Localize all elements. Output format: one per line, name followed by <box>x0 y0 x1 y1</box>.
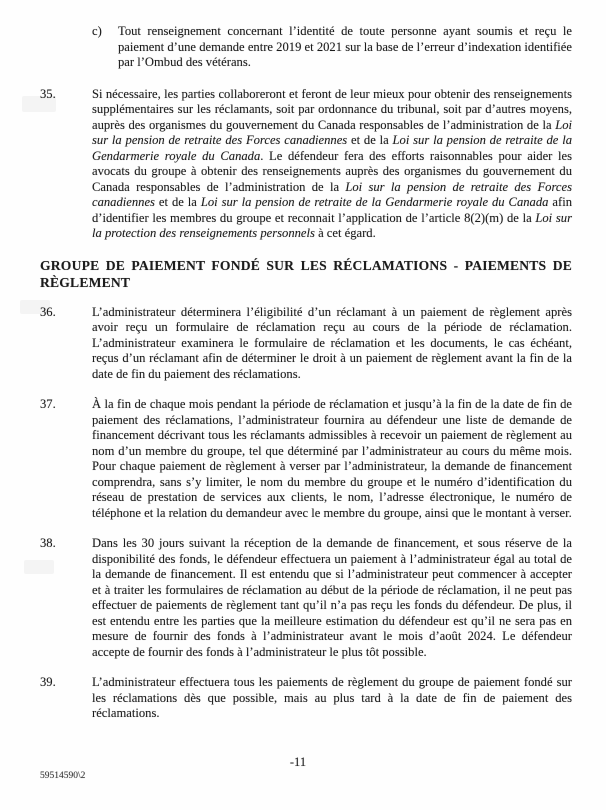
paragraph-37-text: À la fin de chaque mois pendant la période de réclamation et jusqu’à la fin de la date de fin de paiement des réclamations, l’administrateur fournira au défendeur une liste de demande de financement décrivant tous les réclamants admissibles à recevoir un paiement de règlement au nom d’un membre du groupe, tel que déterminé par l’administrateur au cours du même mois. Pour chaque paiement de règlement à verser par l’administrateur, la demande de financement comprendra, sans s’y limiter, le nom du membre du groupe et le numéro d’identification du réseau de prestation de services aux clients, le nom, l’adresse électronique, le numéro de téléphone et la relation du demandeur avec le membre du groupe, ainsi que le montant à verser. <box>92 397 572 520</box>
page-number: -11 <box>289 755 307 769</box>
paragraph-36-number: 36. <box>40 304 56 319</box>
list-item-c-marker: c) <box>92 24 102 38</box>
paragraph-37 <box>40 397 572 521</box>
paragraph-36 <box>40 305 572 383</box>
paragraph-36-text: L’administrateur déterminera l’éligibilité d’un réclamant à un paiement de règlement après avoir reçu un formulaire de réclamation reçu au cours de la période de réclamation. L’administrateur examinera le formulaire de réclamation et les documents, le cas échéant, reçus d’un réclamant afin de déterminer le droit à un paiement de règlement avant la fin de la date de fin du paiement des réclamations. <box>92 304 572 381</box>
paragraph-39 <box>40 675 572 722</box>
paragraph-35 <box>40 87 572 242</box>
paragraph-37-number: 37. <box>40 397 56 411</box>
paragraph-38 <box>40 536 572 660</box>
paragraph-38-number: 38. <box>40 536 56 550</box>
document-number: 59514590\2 <box>40 771 86 781</box>
list-item-c <box>92 24 572 71</box>
paragraph-35-number: 35. <box>40 86 56 101</box>
paragraph-39-number: 39. <box>40 675 56 689</box>
list-item-c-text: Tout renseignement concernant l’identité de toute personne ayant soumis et reçu le paiement d’une demande entre 2019 et 2021 sur la base de l’erreur d’indexation identifiée par l’Ombud des vétérans. <box>118 24 572 69</box>
paragraph-38-text: Dans les 30 jours suivant la réception de la demande de financement, et sous réserve de la disponibilité des fonds, le défendeur effectuera un paiement à l’administrateur égal au total de la demande de financement. Il est entendu que si l’administrateur peut commencer à accepter et à traiter les formulaires de réclamation au début de la période de réclamation, il ne peut pas effectuer de paiements de règlement tant qu’il n’a pas reçu les fonds du défendeur. De plus, il est entendu entre les parties que la meilleure estimation du défendeur est qu’il ne sera pas en mesure de fournir des fonds à l’administrateur avant le mois d’août 2024. Le défendeur accepte de fournir des fonds à l’administrateur le plus tôt possible. <box>92 536 572 659</box>
paragraph-35-text: Si nécessaire, les parties collaboreront et feront de leur mieux pour obtenir des renseignements supplémentaires sur les réclamants, soit par ordonnance du tribunal, soit par d’autres moyens, auprès des organismes du gouvernement du Canada responsables de l’administration de la Loi sur la pension de retraite des Forces canadiennes et de la Loi sur la pension de retraite de la Gendarmerie royale du Canada. Le défendeur fera des efforts raisonnables pour aider les avocats du groupe à obtenir des renseignements auprès des organismes du gouvernement du Canada responsables de l’administration de la Loi sur la pension de retraite des Forces canadiennes et de la Loi sur la pension de retraite de la Gendarmerie royale du Canada afin d’identifier les membres du groupe et reconnait l’application de l’article 8(2)(m) de la Loi sur la protection des renseignements personnels à cet égard. <box>92 86 572 240</box>
section-heading: GROUPE DE PAIEMENT FONDÉ SUR LES RÉCLAMATIONS - PAIEMENTS DE RÈGLEMENT <box>40 257 572 290</box>
page-content <box>40 24 572 737</box>
paragraph-39-text: L’administrateur effectuera tous les paiements de règlement du groupe de paiement fondé sur les réclamations dès que possible, mais au plus tard à la date de fin de paiement des réclamations. <box>92 675 572 720</box>
